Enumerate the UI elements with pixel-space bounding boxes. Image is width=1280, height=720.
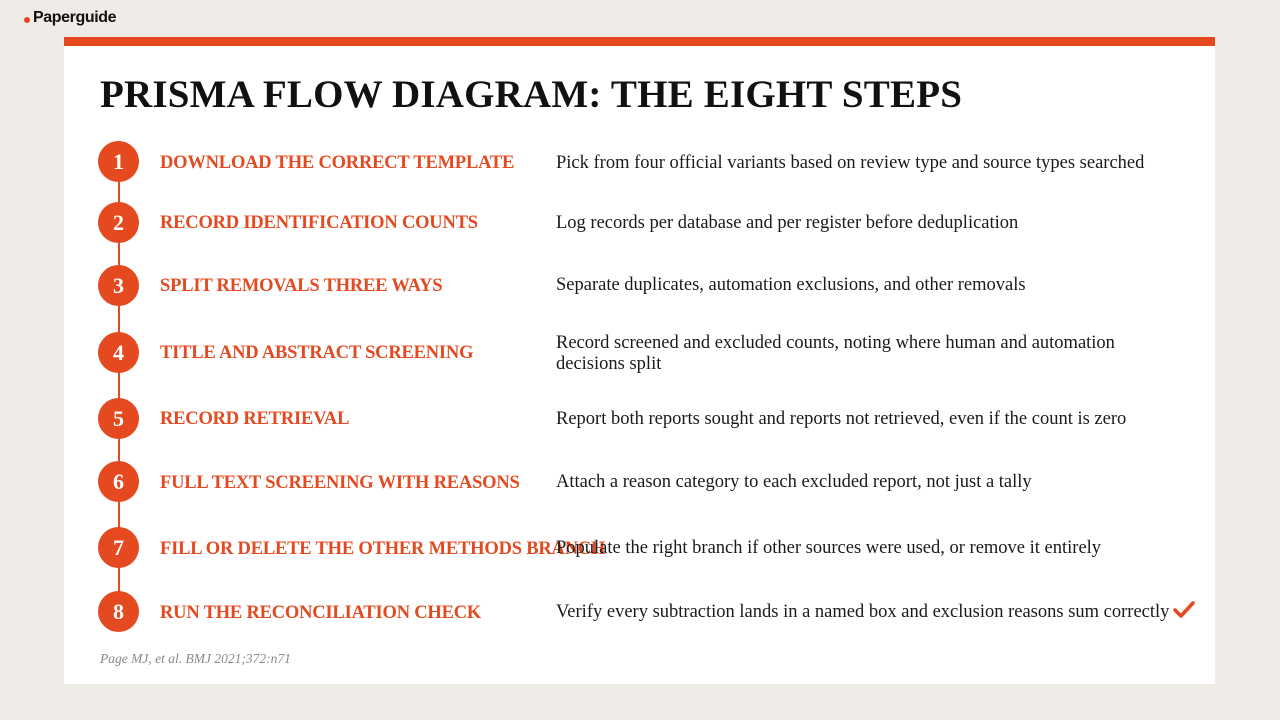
step-title-4: TITLE AND ABSTRACT SCREENING — [160, 343, 474, 363]
step-title-1: DOWNLOAD THE CORRECT TEMPLATE — [160, 153, 515, 173]
step-number-2: 2 — [98, 202, 139, 243]
slide-title: PRISMA FLOW DIAGRAM: THE EIGHT STEPS — [100, 73, 963, 116]
step-title-7: FILL OR DELETE THE OTHER METHODS BRANCH — [160, 539, 606, 559]
brand-name: Paperguide — [33, 9, 117, 26]
step-number-8: 8 — [98, 591, 139, 632]
checkmark-icon — [1173, 601, 1195, 625]
step-description-7: Populate the right branch if other sources were used, or remove it entirely — [556, 538, 1102, 558]
step-number-5: 5 — [98, 398, 139, 439]
step-number-7: 7 — [98, 527, 139, 568]
step-title-3: SPLIT REMOVALS THREE WAYS — [160, 276, 443, 296]
step-title-2: RECORD IDENTIFICATION COUNTS — [160, 213, 478, 233]
step-title-5: RECORD RETRIEVAL — [160, 409, 350, 429]
step-number-6: 6 — [98, 461, 139, 502]
step-number-1: 1 — [98, 141, 139, 182]
step-description-5: Report both reports sought and reports not retrieved, even if the count is zero — [556, 409, 1127, 429]
step-row-8-desc — [556, 601, 1216, 625]
brand-logo — [24, 9, 116, 27]
step-title-8: RUN THE RECONCILIATION CHECK — [160, 603, 482, 623]
step-description-3: Separate duplicates, automation exclusions, and other removals — [556, 275, 1026, 295]
step-description-4: Record screened and excluded counts, noting where human and automation decisions split — [556, 333, 1115, 374]
step-description-8: Verify every subtraction lands in a named box and exclusion reasons sum correctly — [556, 602, 1170, 622]
step-description-2: Log records per database and per register before deduplication — [556, 213, 1019, 233]
citation: Page MJ, et al. BMJ 2021;372:n71 — [100, 651, 291, 666]
slide-card — [64, 37, 1215, 684]
logo-dot-icon — [24, 17, 30, 23]
step-title-6: FULL TEXT SCREENING WITH REASONS — [160, 473, 520, 493]
step-description-1: Pick from four official variants based on review type and source types searched — [556, 153, 1145, 173]
accent-bar — [64, 37, 1215, 46]
step-number-3: 3 — [98, 265, 139, 306]
step-description-6: Attach a reason category to each excluded report, not just a tally — [556, 472, 1032, 492]
step-number-4: 4 — [98, 332, 139, 373]
